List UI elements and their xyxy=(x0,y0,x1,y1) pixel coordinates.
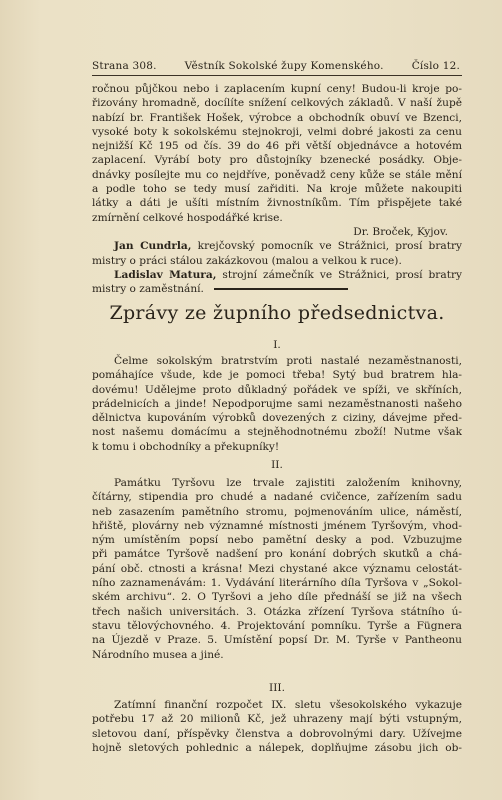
text-line: mistry o práci stálou zakázkovou (malou a velkou k ruce). xyxy=(92,254,402,267)
text-line: hřiště, plovárny neb významné místnosti jménem Tyršovým, vhod- xyxy=(92,519,462,532)
text-line: při památce Tyršově nadšení pro konání dobrých skutků a chá- xyxy=(92,548,462,561)
top-paragraph xyxy=(92,82,462,296)
text-line: řizovány hromadně, docílíte snížení celkových základů. V naší župě xyxy=(92,97,462,110)
text-line: ným umístěním popsí nebo pamětní desky a pod. Vzbuzujme xyxy=(92,534,462,547)
text-line: třech našich universitách. 3. Otázka zřízení Tyršova státního ú- xyxy=(92,605,462,618)
text-line: ročnou půjčkou nebo i zaplacením kupní ceny! Budou-li kroje po- xyxy=(92,83,462,95)
text-line: nejnižší Kč 195 od čís. 39 do 46 při větší objednávce a hotovém xyxy=(92,140,462,153)
text-line: hojně sletových pohlednic a nálepek, doplňujme zásobu jich ob- xyxy=(92,741,462,754)
text-line: Památku Tyršovu lze trvale zajistiti založením knihovny, xyxy=(114,477,462,489)
text-line: látky a dáti je ušíti místním živnostníkům. Tím přispějete také xyxy=(92,197,462,210)
notice-text: krejčovský pomocník ve Strážnici, prosí bratry xyxy=(191,240,462,253)
text-line: čítárny, stipendia pro chudé a nadané cvičence, zařízením sadu xyxy=(92,491,462,504)
notice-matura xyxy=(92,268,462,282)
text-line: vysoké boty k sokolskému stejnokroji, velmi dobré jakosti za cenu xyxy=(92,125,462,138)
text-line: mistry o zaměstnání. xyxy=(92,283,204,296)
text-line: dnávky posílejte mu co nejdříve, poněvadž ceny kůže se stále mění xyxy=(92,168,462,181)
part-numeral-3: III. xyxy=(269,682,285,694)
text-line: Čelme sokolským bratrstvím proti nastalé nezaměstnanosti, xyxy=(114,355,462,367)
text-line: na Újezdě v Praze. 5. Umístění popsí Dr. M. Tyrše v Pantheonu xyxy=(92,634,462,647)
text-line: nost našemu domácímu a stejněhodnotnému zboží! Nutme však xyxy=(92,426,462,439)
text-line: prádelnicích a jinde! Nepodporujme sami nezaměstnanosti našeho xyxy=(92,397,462,410)
text-line: ního zaznamenávám: 1. Vydávání literárního díla Tyršova v „Sokol- xyxy=(92,577,462,590)
page-header xyxy=(92,60,460,72)
notice-name: Ladislav Matura, xyxy=(114,268,217,281)
issue-number: Číslo 12. xyxy=(411,60,460,72)
text-line: pomáhajíce všude, kde je pomoci třeba! Sytý bud bratrem hla- xyxy=(92,369,462,382)
text-line: k tomu i obchodníky a překupníky! xyxy=(92,440,280,453)
text-line: potřebu 17 až 20 milionů Kč, jež uhrazeny mají býti vstupným, xyxy=(92,713,462,726)
part-numeral-2: II. xyxy=(271,459,283,471)
notice-cundrla xyxy=(92,239,462,253)
signature: Dr. Broček, Kyjov. xyxy=(353,225,448,238)
text-line: zmírnění celkové hospodářké krise. xyxy=(92,211,283,224)
text-line: ském archivu“. 2. O Tyršovi a jeho díle přednáší se již na všech xyxy=(92,591,462,604)
text-line: zaplacení. Vyrábí boty pro důstojníky bzenecké posádky. Obje- xyxy=(92,154,462,167)
notice-name: Jan Cundrla, xyxy=(114,240,192,253)
text-line: dělnictva kupováním výrobků dovezených z ciziny, dávejme před- xyxy=(92,412,462,425)
page-number: Strana 308. xyxy=(92,60,157,72)
notice-text: strojní zámečník ve Strážnici, prosí bratry xyxy=(216,268,462,281)
part-numeral-1: I. xyxy=(273,339,281,351)
text-line: Zatímní finanční rozpočet IX. sletu všesokolského vykazuje xyxy=(114,699,462,711)
text-line: neb zasazením pamětního stromu, pojmenováním ulice, náměstí, xyxy=(92,505,462,518)
section-divider xyxy=(214,288,348,290)
header-rule xyxy=(92,75,462,76)
text-line: sletovou daní, příspěvky členstva a dobrovolnými dary. Užívejme xyxy=(92,727,462,740)
section-title: Zprávy ze župního předsednictva. xyxy=(109,302,445,324)
journal-title: Věstník Sokolské župy Komenského. xyxy=(184,60,384,72)
text-line: stavu tělovýchovného. 4. Projektování pomníku. Tyrše a Fügnera xyxy=(92,619,462,632)
text-line: pání obč. ctnosti a krásna! Mezi chystané akce významu celostát- xyxy=(92,562,462,575)
part-1-paragraph xyxy=(92,354,462,454)
part-2-paragraph xyxy=(92,476,462,662)
text-line: a podle toho se tedy musí zařiditi. Na kroje můžete nakoupiti xyxy=(92,183,462,196)
part-3-paragraph xyxy=(92,698,462,755)
text-line: nabízí br. František Hošek, výrobce a obchodník obuví ve Bzenci, xyxy=(92,111,462,124)
text-line: Národního musea a jiné. xyxy=(92,648,224,661)
text-line: dovému! Udělejme proto důkladný pořádek ve spíži, ve skříních, xyxy=(92,383,462,396)
